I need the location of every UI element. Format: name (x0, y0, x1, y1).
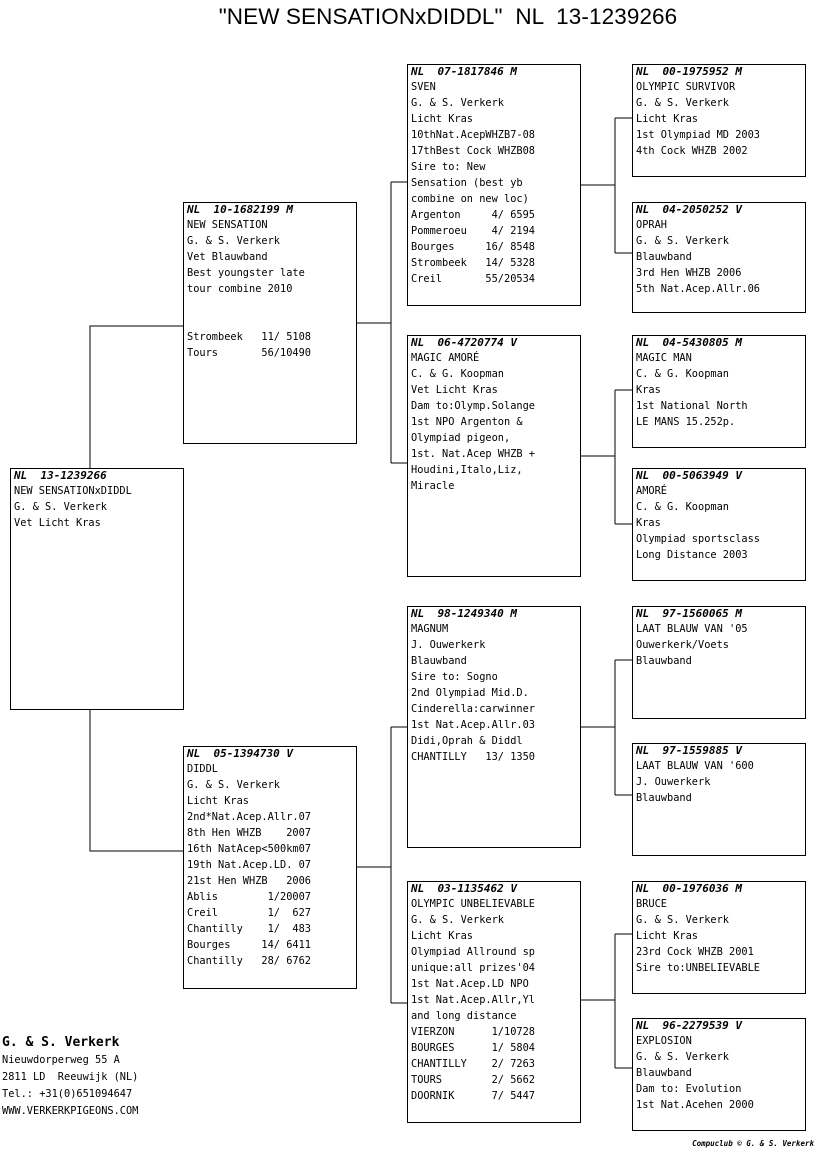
pigeon-detail-line: Blauwband (636, 1067, 692, 1079)
pigeon-detail-line: J. Ouwerkerk (411, 639, 486, 651)
pigeon-detail-line: CHANTILLY 2/ 7263 (411, 1058, 535, 1070)
pigeon-card-sire-dam (407, 335, 581, 577)
pigeon-detail-line: CHANTILLY 13/ 1350 (411, 751, 535, 763)
pigeon-detail-line (187, 313, 356, 329)
pigeon-detail-line: G. & S. Verkerk (411, 914, 504, 926)
pigeon-detail-line: G. & S. Verkerk (636, 235, 729, 247)
pigeon-card-sire (183, 202, 357, 444)
pigeon-detail-line: Olympiad sportsclass (636, 533, 760, 545)
pigeon-detail-line: 17thBest Cock WHZB08 (411, 145, 535, 157)
pigeon-detail-line: Dam to: Evolution (636, 1083, 742, 1095)
pigeon-detail-line: 1st. Nat.Acep WHZB + (411, 448, 535, 460)
pigeon-detail-line: 1st Olympiad MD 2003 (636, 129, 760, 141)
pigeon-name: NEW SENSATIONxDIDDL (14, 485, 132, 497)
pigeon-card-dsd (632, 743, 806, 856)
pigeon-detail-line: Ablis 1/20007 (187, 891, 311, 903)
pigeon-detail-line: Licht Kras (636, 930, 698, 942)
ring-number: NL 98-1249340 M (411, 607, 517, 620)
pigeon-detail-line: 2nd*Nat.Acep.Allr.07 (187, 811, 311, 823)
pigeon-detail-line: Sire to: Sogno (411, 671, 498, 683)
pigeon-detail-line: Dam to:Olymp.Solange (411, 400, 535, 412)
pigeon-detail-line: 21st Hen WHZB 2006 (187, 875, 311, 887)
pigeon-name: OPRAH (636, 219, 667, 231)
pigeon-detail-line: Cinderella:carwinner (411, 703, 535, 715)
pigeon-name: MAGIC MAN (636, 352, 692, 364)
breeder-info (2, 1034, 138, 1120)
ring-number: NL 10-1682199 M (187, 203, 293, 216)
breeder-address: Nieuwdorperweg 55 A (2, 1054, 120, 1066)
pigeon-detail-line: TOURS 2/ 5662 (411, 1074, 535, 1086)
pigeon-detail-line: Sire to: New (411, 161, 486, 173)
pigeon-card-ddd (632, 1018, 806, 1131)
pigeon-detail-line: C. & G. Koopman (636, 368, 729, 380)
pigeon-name: SVEN (411, 81, 436, 93)
pigeon-detail-line: Ouwerkerk/Voets (636, 639, 729, 651)
pigeon-card-dds (632, 881, 806, 994)
pigeon-detail-line: Argenton 4/ 6595 (411, 209, 535, 221)
pigeon-detail-line: Bourges 14/ 6411 (187, 939, 311, 951)
pigeon-detail-line: Best youngster late (187, 267, 305, 279)
pigeon-detail-line: and long distance (411, 1010, 517, 1022)
pigeon-detail-line: DOORNIK 7/ 5447 (411, 1090, 535, 1102)
breeder-city: 2811 LD Reeuwijk (NL) (2, 1071, 139, 1083)
pigeon-detail-line: G. & S. Verkerk (636, 1051, 729, 1063)
pigeon-detail-line: Long Distance 2003 (636, 549, 748, 561)
pigeon-name: MAGIC AMORÉ (411, 352, 480, 364)
pigeon-detail-line: Olympiad Allround sp (411, 946, 535, 958)
pigeon-detail-line: Kras (636, 384, 661, 396)
pigeon-detail-line: 5th Nat.Acep.Allr.06 (636, 283, 760, 295)
pedigree-title: "NEW SENSATIONxDIDDL" NL 13-1239266 (218, 4, 678, 29)
breeder-website[interactable]: WWW.VERKERKPIGEONS.COM (2, 1105, 139, 1117)
ring-number: NL 07-1817846 M (411, 65, 517, 78)
pigeon-name: DIDDL (187, 763, 218, 775)
pigeon-detail-line: 2nd Olympiad Mid.D. (411, 687, 529, 699)
pigeon-detail-line: Licht Kras (636, 113, 698, 125)
pigeon-detail-line: Miracle (411, 480, 455, 492)
pigeon-card-dss (632, 606, 806, 719)
pigeon-detail-line: 1st National North (636, 400, 748, 412)
pigeon-card-sds (632, 335, 806, 448)
pigeon-name: EXPLOSION (636, 1035, 692, 1047)
pigeon-name: MAGNUM (411, 623, 449, 635)
pigeon-detail-line: 16th NatAcep<500km07 (187, 843, 311, 855)
pigeon-detail-line: Didi,Oprah & Diddl (411, 735, 523, 747)
pigeon-detail-line: Strombeek 14/ 5328 (411, 257, 535, 269)
pigeon-detail-line: LE MANS 15.252p. (636, 416, 736, 428)
pigeon-detail-line: 23rd Cock WHZB 2001 (636, 946, 754, 958)
pigeon-detail-line: 1st Nat.Acehen 2000 (636, 1099, 754, 1111)
pigeon-detail-line: 8th Hen WHZB 2007 (187, 827, 311, 839)
pigeon-detail-line: BOURGES 1/ 5804 (411, 1042, 535, 1054)
ring-number: NL 04-2050252 V (636, 203, 742, 216)
ring-number: NL 96-2279539 V (636, 1019, 742, 1032)
pigeon-name: OLYMPIC UNBELIEVABLE (411, 898, 535, 910)
pigeon-detail-line: VIERZON 1/10728 (411, 1026, 535, 1038)
pigeon-detail-line: Chantilly 28/ 6762 (187, 955, 311, 967)
pigeon-name: NEW SENSATION (187, 219, 268, 231)
pigeon-detail-line: Strombeek 11/ 5108 (187, 331, 311, 343)
pigeon-detail-line: 1st NPO Argenton & (411, 416, 523, 428)
pigeon-detail-line: Licht Kras (411, 113, 473, 125)
pigeon-detail-line: Blauwband (636, 655, 692, 667)
pigeon-card-sire-sire (407, 64, 581, 306)
pigeon-card-dam-dam (407, 881, 581, 1123)
pigeon-card-sdd (632, 468, 806, 581)
pigeon-detail-line: C. & G. Koopman (411, 368, 504, 380)
pigeon-detail-line: 1st Nat.Acep.Allr.03 (411, 719, 535, 731)
pigeon-detail-line: G. & S. Verkerk (636, 97, 729, 109)
pigeon-name: AMORÉ (636, 485, 667, 497)
pigeon-detail-line: Olympiad pigeon, (411, 432, 511, 444)
pigeon-detail-line: Sensation (best yb (411, 177, 523, 189)
pigeon-detail-line: Licht Kras (187, 795, 249, 807)
pigeon-detail-line: Houdini,Italo,Liz, (411, 464, 523, 476)
pigeon-detail-line: combine on new loc) (411, 193, 529, 205)
pigeon-card-ssd (632, 202, 806, 313)
pigeon-detail-line: 1st Nat.Acep.Allr,Yl (411, 994, 535, 1006)
pigeon-card-dam-sire (407, 606, 581, 848)
pigeon-detail-line: 3rd Hen WHZB 2006 (636, 267, 742, 279)
pigeon-detail-line: G. & S. Verkerk (411, 97, 504, 109)
pigeon-detail-line: Licht Kras (411, 930, 473, 942)
pigeon-name: LAAT BLAUW VAN '05 (636, 623, 748, 635)
pigeon-detail-line: Bourges 16/ 8548 (411, 241, 535, 253)
ring-number: NL 00-1975952 M (636, 65, 742, 78)
pigeon-detail-line: Creil 1/ 627 (187, 907, 311, 919)
ring-number: NL 13-1239266 (14, 469, 107, 482)
pigeon-detail-line: Chantilly 1/ 483 (187, 923, 311, 935)
pigeon-name: LAAT BLAUW VAN '600 (636, 760, 754, 772)
pigeon-detail-line: unique:all prizes'04 (411, 962, 535, 974)
ring-number: NL 05-1394730 V (187, 747, 293, 760)
pigeon-detail-line: Vet Licht Kras (411, 384, 498, 396)
pigeon-detail-line: Sire to:UNBELIEVABLE (636, 962, 760, 974)
ring-number: NL 06-4720774 V (411, 336, 517, 349)
ring-number: NL 00-5063949 V (636, 469, 742, 482)
pigeon-detail-line: Kras (636, 517, 661, 529)
pigeon-name: OLYMPIC SURVIVOR (636, 81, 736, 93)
software-credit: Compuclub © G. & S. Verkerk (692, 1139, 814, 1148)
pigeon-detail-line: J. Ouwerkerk (636, 776, 711, 788)
pigeon-detail-line: Creil 55/20534 (411, 273, 535, 285)
ring-number: NL 03-1135462 V (411, 882, 517, 895)
ring-number: NL 00-1976036 M (636, 882, 742, 895)
pigeon-detail-line: C. & G. Koopman (636, 501, 729, 513)
pigeon-detail-line: Tours 56/10490 (187, 347, 311, 359)
ring-number: NL 97-1559885 V (636, 744, 742, 757)
pigeon-detail-line: Blauwband (411, 655, 467, 667)
pigeon-detail-line: G. & S. Verkerk (187, 235, 280, 247)
pigeon-detail-line: Pommeroeu 4/ 2194 (411, 225, 535, 237)
pigeon-detail-line (187, 297, 356, 313)
pigeon-name: BRUCE (636, 898, 667, 910)
pigeon-card-sss (632, 64, 806, 177)
pigeon-detail-line: 4th Cock WHZB 2002 (636, 145, 748, 157)
ring-number: NL 97-1560065 M (636, 607, 742, 620)
pigeon-detail-line: Vet Licht Kras (14, 517, 101, 529)
pigeon-detail-line: 19th Nat.Acep.LD. 07 (187, 859, 311, 871)
pigeon-detail-line: Blauwband (636, 792, 692, 804)
breeder-name: G. & S. Verkerk (2, 1035, 120, 1050)
breeder-phone: Tel.: +31(0)651094647 (2, 1088, 133, 1100)
pigeon-card-dam (183, 746, 357, 989)
pigeon-detail-line: Vet Blauwband (187, 251, 268, 263)
pigeon-detail-line: 1st Nat.Acep.LD NPO (411, 978, 529, 990)
pigeon-detail-line: Blauwband (636, 251, 692, 263)
pigeon-detail-line: tour combine 2010 (187, 283, 293, 295)
ring-number: NL 04-5430805 M (636, 336, 742, 349)
pigeon-detail-line: G. & S. Verkerk (187, 779, 280, 791)
pigeon-detail-line: 10thNat.AcepWHZB7-08 (411, 129, 535, 141)
pigeon-detail-line: G. & S. Verkerk (636, 914, 729, 926)
pigeon-detail-line: G. & S. Verkerk (14, 501, 107, 513)
pigeon-card-subject (10, 468, 184, 710)
